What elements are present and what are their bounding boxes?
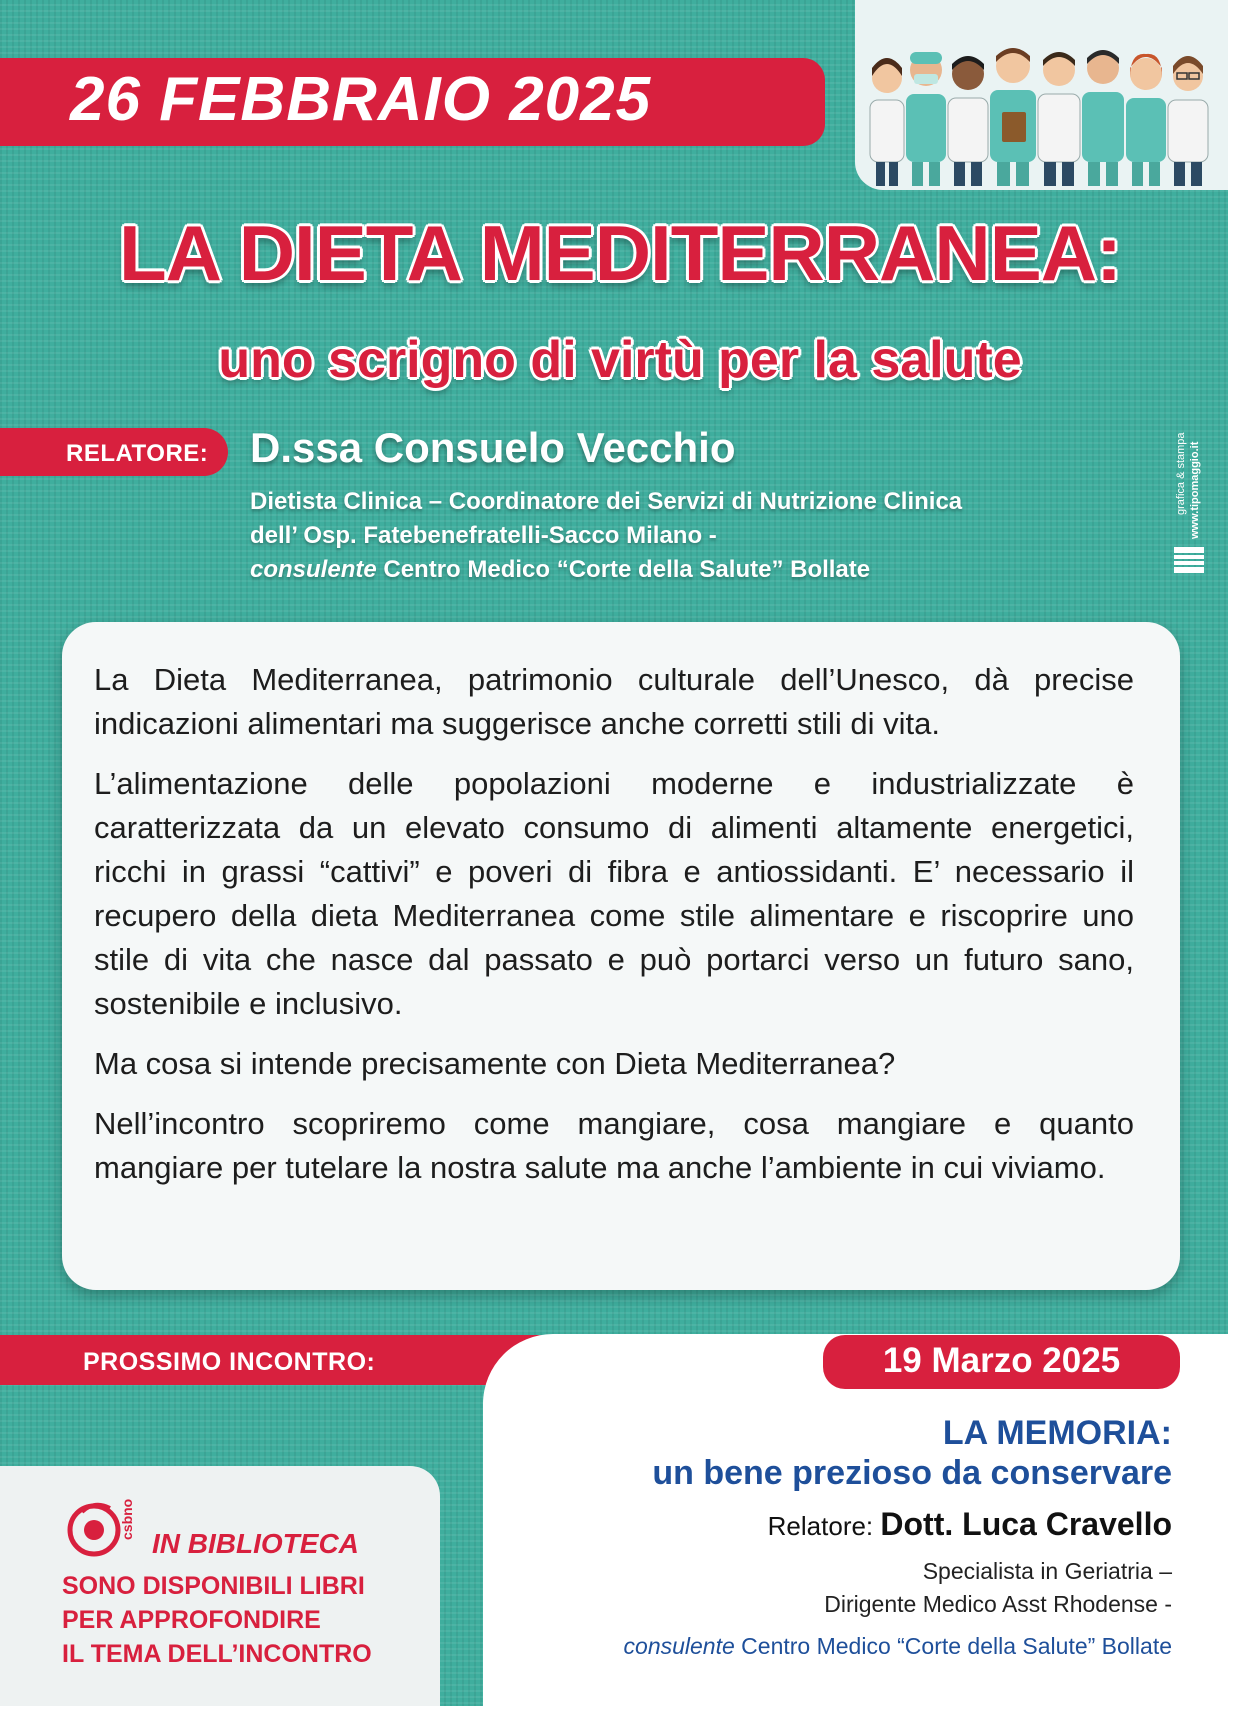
next-event-speaker <box>768 1506 1172 1543</box>
doctor-figure-4 <box>990 48 1036 186</box>
print-credit <box>1168 415 1218 575</box>
library-title: IN BIBLIOTECA <box>152 1528 359 1559</box>
medical-team-illustration <box>868 38 1220 188</box>
next-event-date: 19 Marzo 2025 <box>882 1341 1121 1380</box>
right-border <box>1228 0 1240 1716</box>
doctor-figure-2 <box>906 52 946 186</box>
description-paragraph-3: Ma cosa si intende precisamente con Dieta Mediterranea? <box>94 1046 896 1081</box>
csbno-logo-icon <box>62 1482 152 1562</box>
csbno-logo-text: csbno <box>119 1498 135 1540</box>
print-credit-line-1: grafica & stampa <box>1175 432 1187 515</box>
next-event-consultant-rest: Centro Medico “Corte della Salute” Bollate <box>734 1633 1172 1659</box>
description-text <box>94 658 1134 1206</box>
next-event-consultant-word: consulente <box>623 1633 735 1659</box>
doctor-figure-6 <box>1082 50 1124 186</box>
next-event-consultant <box>624 1633 1172 1660</box>
next-event-role-2: Dirigente Medico Asst Rhodense - <box>824 1591 1172 1617</box>
tipomaggio-logo-icon <box>1174 547 1204 573</box>
next-event-title-line-1: LA MEMORIA: <box>942 1414 1172 1452</box>
doctor-figure-5 <box>1038 52 1080 186</box>
speaker-label: RELATORE: <box>66 440 209 467</box>
description-paragraph-4: Nell’incontro scopriremo come mangiare, cosa mangiare e quanto mangiare per tutelare la nostra salute ma anche l’ambiente in cui viviamo. <box>94 1106 1134 1185</box>
doctor-figure-7 <box>1126 54 1166 186</box>
library-line-3: IL TEMA DELL’INCONTRO <box>62 1640 372 1668</box>
next-event-role-1: Specialista in Geriatria – <box>922 1558 1172 1584</box>
speaker-consultant-word: consulente <box>250 556 377 583</box>
description-paragraph-2: L’alimentazione delle popolazioni moderne e industrializzate è caratterizzata da un elevato consumo di alimenti altamente energetici, ricchi in grassi “cattivi” e poveri di fibra e antiossidanti. E’ necessario il recupero della dieta Mediterranea come stile alimentare e riscoprire uno stile di vita che nasce dal passato e può portarci verso un futuro sano, sostenibile e inclusivo. <box>94 766 1134 1021</box>
speaker-role-line-1: Dietista Clinica – Coordinatore dei Servizi di Nutrizione Clinica <box>250 488 963 515</box>
speaker-consultant-rest: Centro Medico “Corte della Salute” Bollate <box>376 556 871 583</box>
page-title: LA DIETA MEDITERRANEA: <box>118 209 1122 297</box>
speaker-role-line-3 <box>250 556 870 584</box>
event-date: 26 FEBBRAIO 2025 <box>70 65 652 134</box>
next-event-label: PROSSIMO INCONTRO: <box>83 1348 376 1376</box>
doctor-figure-1 <box>870 58 904 186</box>
bottom-border <box>0 1706 1240 1716</box>
speaker-name: D.ssa Consuelo Vecchio <box>250 424 736 471</box>
next-event-title <box>652 1413 1172 1493</box>
speaker-role-line-2: dell’ Osp. Fatebenefratelli-Sacco Milano - <box>250 522 717 549</box>
doctor-figure-8 <box>1168 56 1208 186</box>
doctor-figure-3 <box>948 56 988 186</box>
next-event-speaker-name: Dott. Luca Cravello <box>880 1506 1172 1542</box>
description-paragraph-1: La Dieta Mediterranea, patrimonio culturale dell’Unesco, dà precise indicazioni alimentari ma suggerisce anche corretti stili di vita. <box>94 662 1134 741</box>
next-event-title-line-2: un bene prezioso da conservare <box>652 1454 1172 1492</box>
next-event-speaker-label: Relatore: <box>767 1511 881 1541</box>
page-subtitle: uno scrigno di virtù per la salute <box>218 331 1022 389</box>
library-line-1: SONO DISPONIBILI LIBRI <box>62 1572 365 1600</box>
print-credit-line-2: www.tipomaggio.it <box>1189 441 1201 539</box>
library-line-2: PER APPROFONDIRE <box>62 1606 321 1634</box>
